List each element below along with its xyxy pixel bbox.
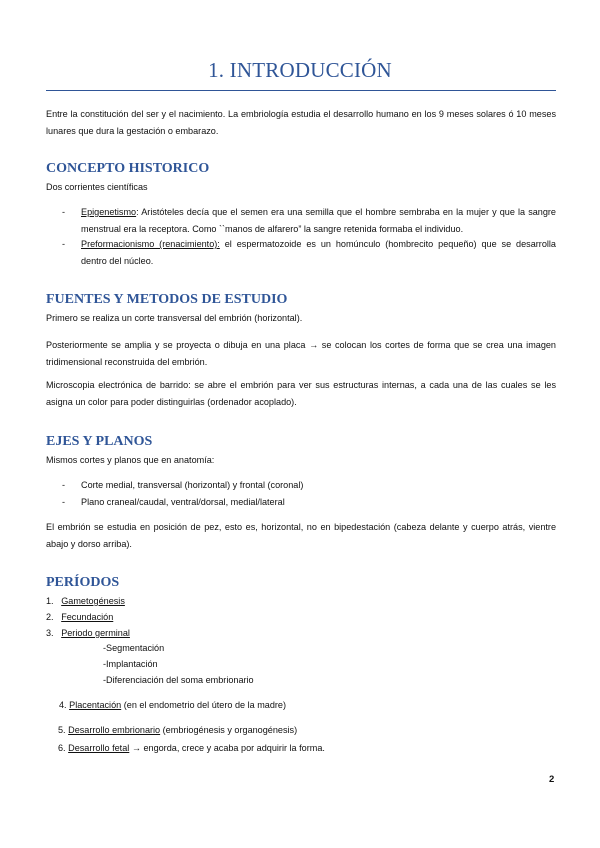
preformacionismo-text: el espermatozoide es un homúnculo (hombrecito pequeño) que se desarrolla dentro del núcleo. — [81, 239, 556, 266]
list-item — [59, 697, 286, 714]
item-periodo-germinal: Periodo germinal — [61, 628, 130, 638]
heading-concepto: CONCEPTO HISTORICO — [46, 161, 210, 176]
heading-ejes: EJES Y PLANOS — [46, 434, 153, 449]
item-placentacion: Placentación — [69, 700, 122, 710]
ejes-paragraph: El embrión se estudia en posición de pez, esto es, horizontal, no en bipedestación (cabeza delante y cuerpo atrás, vientre abajo y dorso arriba). — [46, 522, 556, 549]
item-desarrollo-embrionario: Desarrollo embrionario — [68, 725, 161, 735]
title-underline — [46, 90, 556, 91]
item-number: 1. — [46, 596, 54, 606]
fuentes-p2 — [46, 337, 556, 371]
fuentes-p1: Primero se realiza un corte transversal del embrión (horizontal). — [46, 313, 303, 323]
ejes-item-1: Corte medial, transversal (horizontal) y frontal (coronal) — [81, 480, 304, 490]
item-number: 3. — [46, 628, 54, 638]
list-item — [58, 722, 297, 739]
term-epigenetismo: Epigenetismo — [81, 207, 137, 217]
bullet-dash: - — [62, 239, 66, 249]
intro-paragraph: Entre la constitución del ser y el nacimiento. La embriología estudia el desarrollo humano en los 9 meses solares ó 10 meses lunares que dura la gestación o embarazo. — [46, 109, 556, 136]
fuentes-p2-b: se colocan los cortes de forma que se crea una imagen tridimensional reconstruida del embrión. — [46, 340, 556, 367]
list-item — [62, 477, 556, 494]
item-gametogenesis: Gametogénesis — [61, 596, 125, 606]
fuentes-p3: Microscopia electrónica de barrido: se abre el embrión para ver sus estructuras internas, a cada una de las cuales se les asigna un color para poder distinguirlas (ordenador acoplado). — [46, 380, 556, 407]
item-number: 5. — [58, 725, 66, 735]
item-number: 2. — [46, 612, 54, 622]
item-fecundacion: Fecundación — [61, 612, 114, 622]
term-preformacionismo: Preformacionismo (renacimiento): — [81, 239, 220, 249]
sub-item-segmentacion: -Segmentación — [103, 643, 165, 653]
list-item — [46, 593, 125, 610]
arrow-right-icon: → — [309, 340, 319, 350]
bullet-dash: - — [62, 497, 66, 507]
item-desarrollo-embrionario-desc: (embriogénesis y organogénesis) — [160, 725, 298, 735]
fuentes-p2-a: Posteriormente se amplia y se proyecta o dibuja en una placa — [46, 340, 310, 350]
bullet-dash: - — [62, 480, 66, 490]
item-placentacion-desc: (en el endometrio del útero de la madre) — [121, 700, 286, 710]
sub-item-implantacion: -Implantación — [103, 659, 158, 669]
item-desarrollo-fetal: Desarrollo fetal — [68, 743, 130, 753]
item-number: 6. — [58, 743, 66, 753]
sub-item-diferenciacion: -Diferenciación del soma embrionario — [103, 675, 254, 685]
item-number: 4. — [59, 700, 67, 710]
list-item — [62, 204, 556, 237]
arrow-right-icon: → — [129, 743, 141, 753]
heading-periodos: PERÍODOS — [46, 575, 120, 590]
page-number: 2 — [549, 774, 555, 785]
concepto-lead: Dos corrientes científicas — [46, 182, 148, 192]
epigenetismo-text: Aristóteles decía que el semen era una semilla que el hombre sembraba en la mujer y que la sangre menstrual era la receptora. Como ``manos de alfarero” la sangre retenida formaba el individuo. — [81, 207, 556, 234]
item-desarrollo-fetal-desc: engorda, crece y acaba por adquirir la forma. — [140, 743, 325, 753]
list-item — [62, 494, 556, 511]
list-item — [58, 740, 325, 757]
page-title: 1. INTRODUCCIÓN — [208, 58, 392, 82]
ejes-item-2: Plano craneal/caudal, ventral/dorsal, medial/lateral — [81, 497, 285, 507]
bullet-dash: - — [62, 207, 66, 217]
list-item — [46, 609, 113, 626]
list-item — [62, 236, 556, 269]
term-separator: : — [136, 207, 139, 217]
heading-fuentes: FUENTES Y METODOS DE ESTUDIO — [46, 292, 288, 307]
ejes-lead: Mismos cortes y planos que en anatomía: — [46, 455, 215, 465]
